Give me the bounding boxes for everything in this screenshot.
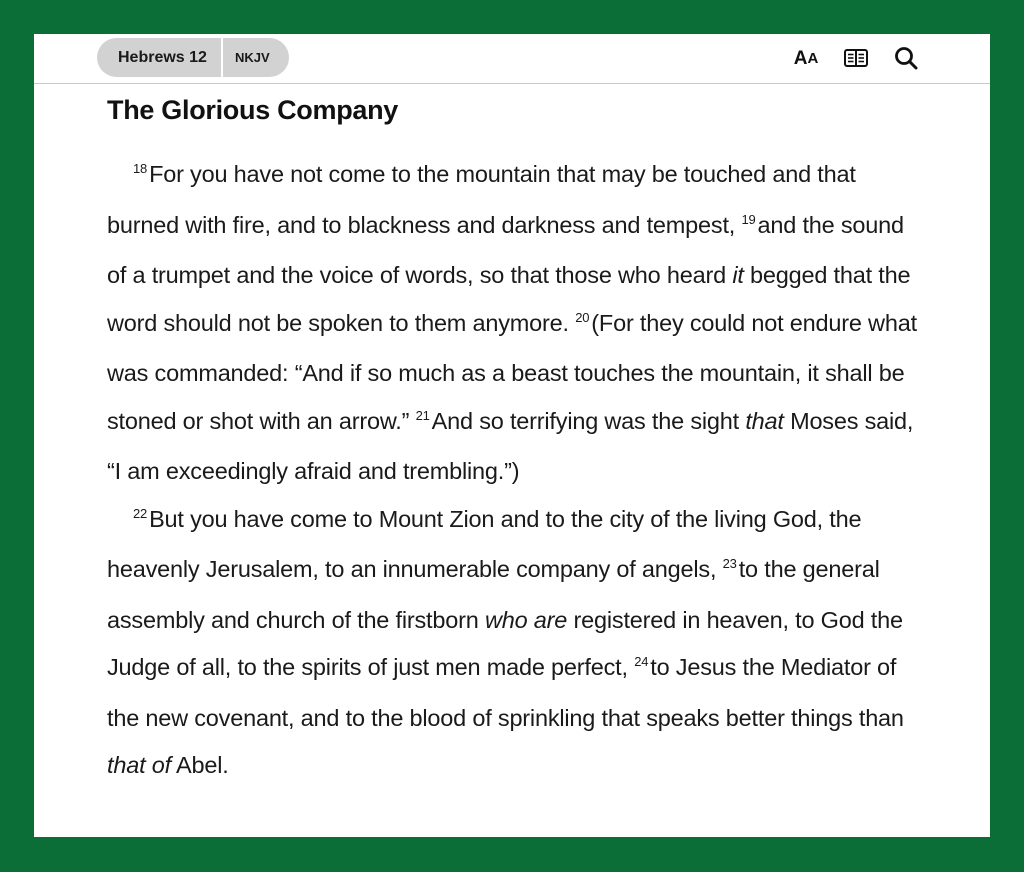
paragraph-2 [107,496,925,790]
passage-selector [97,38,289,77]
toolbar [793,45,919,71]
verse-23-text-a: to the general assembly and church of the firstborn [107,556,880,633]
verse-number-23[interactable]: 23 [722,556,737,571]
version-button[interactable]: NKJV [223,38,289,77]
search-icon[interactable] [893,45,919,71]
passage-content [107,90,925,790]
text-size-icon[interactable]: A A [793,47,819,69]
verse-number-19[interactable]: 19 [741,211,756,227]
verse-23-text-b: registered in heaven, to God the Judge of all, to the spirits of just men made perfect, [107,606,903,680]
verse-23-italic: who are [484,606,568,633]
verse-24-text-a: to Jesus the Mediator of the new covenant, and to the blood of sprinkling that speaks better things than [107,654,904,731]
verse-number-21[interactable]: 21 [415,407,430,423]
top-bar [34,34,990,84]
verse-number-18[interactable]: 18 [133,161,148,176]
verse-21-text-b: Moses said, “I am exceedingly afraid and trembling.”) [107,407,914,484]
verse-19-text-b: begged that the word should not be spoken to them anymore. [107,262,911,336]
verse-21-text-a: And so terrifying was the sight [431,407,739,434]
verse-19-italic: it [732,262,744,288]
paragraph-1 [107,151,925,496]
verse-number-22[interactable]: 22 [133,505,148,521]
verse-number-20[interactable]: 20 [575,309,590,325]
verse-20-text: (For they could not endure what was commanded: “And if so much as a beast touches the mountain, it shall be stoned or shot with an arrow.” [107,309,917,434]
verse-19-text-a: and the sound of a trumpet and the voice of words, so that those who heard [107,211,904,288]
reader-screen [34,34,990,837]
verse-number-24[interactable]: 24 [634,654,649,669]
book-open-icon[interactable] [843,45,869,71]
book-chapter-button[interactable]: Hebrews 12 [97,38,221,77]
verse-22-text: But you have come to Mount Zion and to the city of the living God, the heavenly Jerusalem, to an innumerable company of angels, [107,505,862,582]
section-heading: The Glorious Company [107,95,399,125]
verse-21-italic: that [745,407,784,434]
verse-24-italic: that of [107,752,171,778]
verse-18-text: For you have not come to the mountain that may be touched and that burned with fire, and to blackness and darkness and tempest, [107,161,856,238]
verse-24-text-b: Abel. [175,752,229,778]
